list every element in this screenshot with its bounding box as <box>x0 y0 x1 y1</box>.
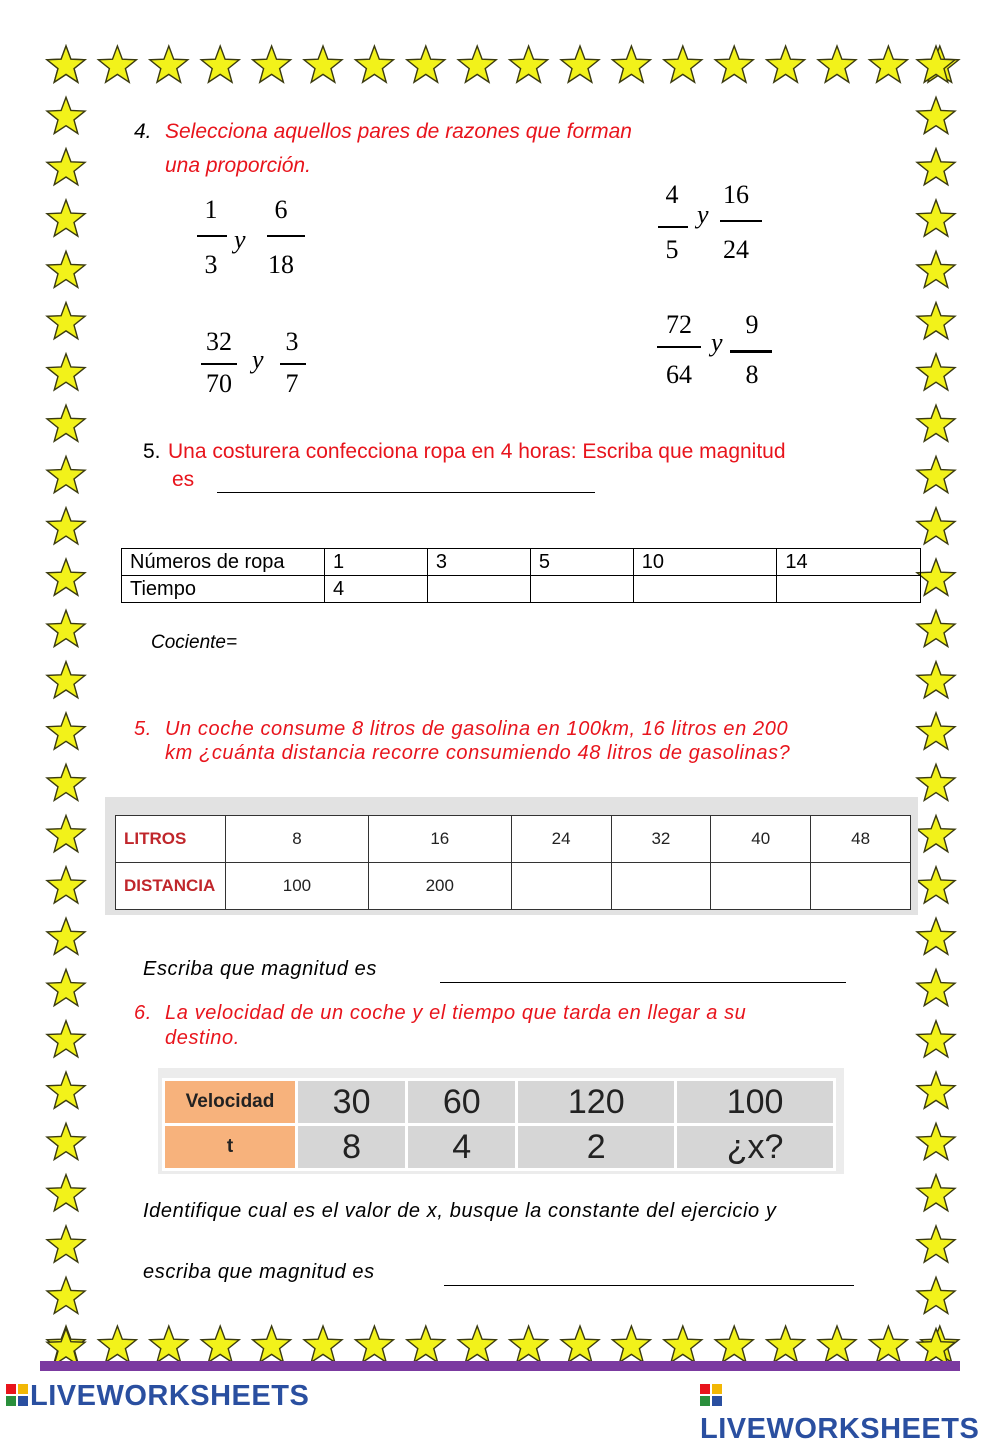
liveworksheets-mark-icon <box>6 1384 28 1406</box>
connector-y: y <box>252 345 264 374</box>
star-icon <box>47 46 85 82</box>
star-icon <box>612 1326 650 1362</box>
table-cell: 8 <box>226 816 369 863</box>
liveworksheets-logo-right: LIVEWORKSHEETS <box>700 1380 1000 1446</box>
table-header-cell: Velocidad <box>164 1080 297 1125</box>
star-icon <box>561 46 599 82</box>
q6-prompt: escriba que magnitud es <box>143 1261 375 1283</box>
table-cell: 5 <box>530 549 633 576</box>
star-icon <box>47 251 85 287</box>
star-icon <box>47 508 85 544</box>
table-cell: 48 <box>811 816 911 863</box>
star-icon <box>47 918 85 954</box>
table-cell: 4 <box>407 1125 517 1170</box>
table-header-cell: t <box>164 1125 297 1170</box>
answer-cell[interactable] <box>427 576 530 603</box>
table-cell: 14 <box>777 549 921 576</box>
q5a-text-line2: es <box>172 468 195 491</box>
star-icon <box>917 662 955 698</box>
star-icon <box>47 1072 85 1108</box>
star-icon <box>98 1326 136 1362</box>
star-icon <box>47 816 85 852</box>
star-icon <box>818 46 856 82</box>
star-icon <box>47 1021 85 1057</box>
q4-text-line1: Selecciona aquellos pares de razones que forman <box>165 120 632 143</box>
star-icon <box>510 46 548 82</box>
q6-number: 6. <box>134 1002 152 1024</box>
star-icon <box>917 559 955 595</box>
star-icon <box>150 46 188 82</box>
star-icon <box>47 1123 85 1159</box>
table-cell: 200 <box>368 863 511 910</box>
star-icon <box>355 46 393 82</box>
star-icon <box>47 97 85 133</box>
star-icon <box>917 816 955 852</box>
q6-answer-line[interactable] <box>444 1261 854 1286</box>
table-cell: 1 <box>325 549 428 576</box>
star-icon <box>917 713 955 749</box>
star-icon <box>917 1226 955 1262</box>
star-icon <box>47 764 85 800</box>
star-icon <box>917 456 955 492</box>
q4-text-line2: una proporción. <box>165 154 311 177</box>
connector-y: y <box>234 225 246 254</box>
star-icon <box>253 1326 291 1362</box>
star-icon <box>917 251 955 287</box>
answer-cell[interactable] <box>711 863 811 910</box>
speed-time-table-image <box>158 1068 844 1174</box>
q5b-answer-line[interactable] <box>440 958 846 983</box>
star-icon <box>304 46 342 82</box>
q6-text-line2: destino. <box>165 1027 240 1049</box>
star-icon <box>47 969 85 1005</box>
table-cell: 32 <box>611 816 711 863</box>
table-cell: 4 <box>325 576 428 603</box>
cociente-label: Cociente= <box>151 632 238 653</box>
star-icon <box>917 1072 955 1108</box>
q5b-text-line2: km ¿cuánta distancia recorre consumiendo 48 litros de gasolinas? <box>165 742 791 764</box>
star-icon <box>355 1326 393 1362</box>
table-cell: 60 <box>407 1080 517 1125</box>
star-icon <box>47 610 85 646</box>
star-icon <box>917 508 955 544</box>
table-cell: 100 <box>226 863 369 910</box>
table-row <box>164 1080 835 1125</box>
star-icon <box>917 97 955 133</box>
star-icon <box>510 1326 548 1362</box>
star-icon <box>767 1326 805 1362</box>
footer-purple-bar <box>40 1361 960 1371</box>
star-icon <box>47 1329 85 1365</box>
star-icon <box>917 764 955 800</box>
star-icon <box>47 867 85 903</box>
star-icon <box>407 46 445 82</box>
star-icon <box>47 1277 85 1313</box>
table-cell: 3 <box>427 549 530 576</box>
star-icon <box>47 354 85 390</box>
star-icon <box>47 1175 85 1211</box>
table-cell: Tiempo <box>122 576 325 603</box>
answer-cell[interactable] <box>633 576 777 603</box>
liveworksheets-mark-icon <box>700 1384 722 1406</box>
star-icon <box>201 46 239 82</box>
q6-text-line1: La velocidad de un coche y el tiempo que tarda en llegar a su <box>165 1002 747 1024</box>
star-icon <box>47 200 85 236</box>
table-row <box>116 816 911 863</box>
table-row <box>164 1125 835 1170</box>
table-cell: 120 <box>517 1080 676 1125</box>
star-icon <box>150 1326 188 1362</box>
q5a-answer-line[interactable] <box>217 468 595 493</box>
q6-instruction: Identifique cual es el valor de x, busque la constante del ejercicio y <box>143 1200 777 1222</box>
speed-time-table <box>162 1078 836 1171</box>
table-cell: 8 <box>297 1125 407 1170</box>
liveworksheets-logo-left: LIVEWORKSHEETS <box>6 1380 309 1413</box>
star-icon <box>47 1226 85 1262</box>
table-cell: 10 <box>633 549 777 576</box>
answer-cell[interactable] <box>511 863 611 910</box>
table-cell: 100 <box>676 1080 835 1125</box>
star-icon <box>304 1326 342 1362</box>
answer-cell[interactable] <box>811 863 911 910</box>
answer-cell[interactable] <box>530 576 633 603</box>
table-cell: Números de ropa <box>122 549 325 576</box>
star-icon <box>98 46 136 82</box>
table-header-cell: DISTANCIA <box>116 863 226 910</box>
table-cell: 2 <box>517 1125 676 1170</box>
q5a-number: 5. <box>143 440 161 463</box>
star-icon <box>767 46 805 82</box>
star-icon <box>458 1326 496 1362</box>
connector-y: y <box>711 328 723 357</box>
star-icon <box>715 1326 753 1362</box>
table-cell: 24 <box>511 816 611 863</box>
star-icon <box>917 1277 955 1313</box>
star-icon <box>917 354 955 390</box>
star-icon <box>818 1326 856 1362</box>
star-icon <box>917 303 955 339</box>
star-icon <box>917 1021 955 1057</box>
table-row <box>122 576 921 603</box>
star-icon <box>47 303 85 339</box>
star-icon <box>917 405 955 441</box>
table-cell: 16 <box>368 816 511 863</box>
star-icon <box>407 1326 445 1362</box>
star-icon <box>47 559 85 595</box>
star-icon <box>869 1326 907 1362</box>
star-icon <box>917 610 955 646</box>
star-icon <box>917 969 955 1005</box>
star-icon <box>561 1326 599 1362</box>
star-icon <box>664 1326 702 1362</box>
table-row <box>122 549 921 576</box>
q5b-prompt: Escriba que magnitud es <box>143 958 377 980</box>
table-cell: ¿x? <box>676 1125 835 1170</box>
answer-cell[interactable] <box>777 576 921 603</box>
star-icon <box>612 46 650 82</box>
q5b-text-line1: Un coche consume 8 litros de gasolina en 100km, 16 litros en 200 <box>165 718 789 740</box>
star-icon <box>47 456 85 492</box>
answer-cell[interactable] <box>611 863 711 910</box>
star-icon <box>917 867 955 903</box>
star-icon <box>917 200 955 236</box>
star-icon <box>664 46 702 82</box>
star-icon <box>917 149 955 185</box>
star-icon <box>917 918 955 954</box>
star-icon <box>917 1175 955 1211</box>
cociente-input[interactable] <box>256 630 456 656</box>
star-icon <box>458 46 496 82</box>
connector-y: y <box>697 200 709 229</box>
star-icon <box>253 46 291 82</box>
table-header-cell: LITROS <box>116 816 226 863</box>
star-icon <box>917 1123 955 1159</box>
star-icon <box>47 662 85 698</box>
star-icon <box>869 46 907 82</box>
star-icon <box>715 46 753 82</box>
q5b-number: 5. <box>134 718 152 740</box>
table-cell: 30 <box>297 1080 407 1125</box>
fuel-distance-table-image <box>105 797 918 915</box>
clothing-time-table <box>121 548 921 603</box>
table-cell: 40 <box>711 816 811 863</box>
table-row <box>116 863 911 910</box>
star-icon <box>47 149 85 185</box>
q4-number: 4. <box>134 120 152 143</box>
q5a-text-line1: Una costurera confecciona ropa en 4 horas: Escriba que magnitud <box>168 440 786 463</box>
star-icon <box>201 1326 239 1362</box>
star-icon <box>47 405 85 441</box>
fuel-distance-table <box>115 815 911 910</box>
star-icon <box>47 713 85 749</box>
